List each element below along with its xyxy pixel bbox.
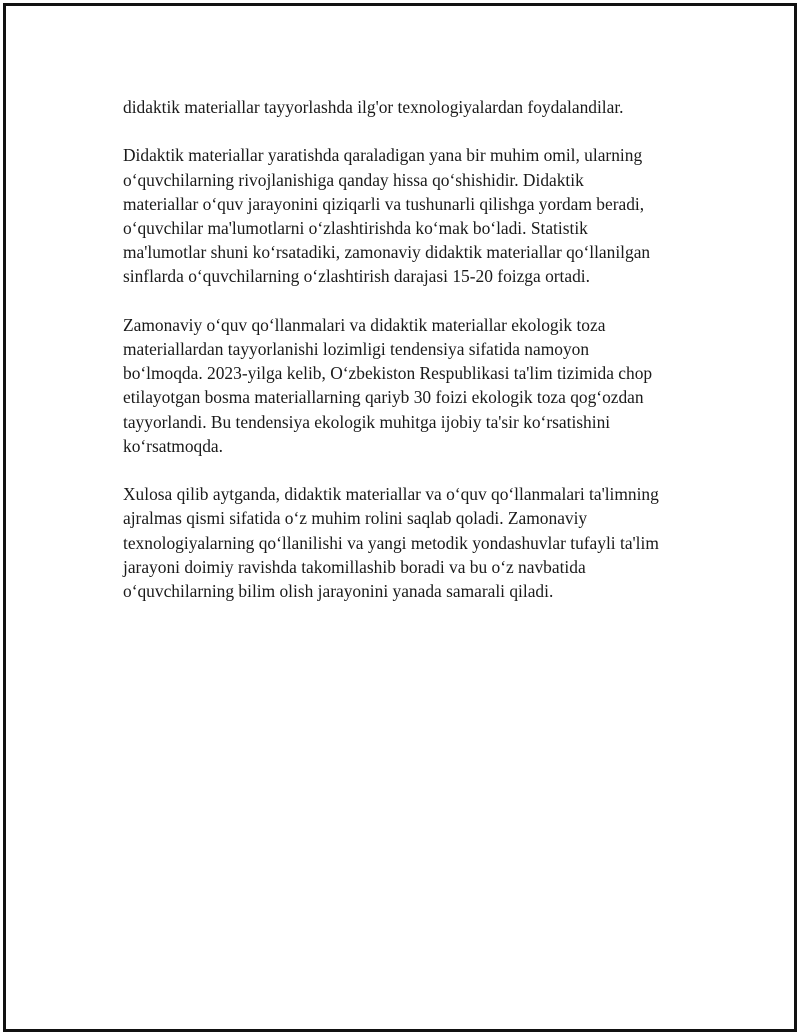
paragraph-3 <box>123 313 703 458</box>
paragraph-line: materiallardan tayyorlanishi lozimligi tendensiya sifatida namoyon <box>123 339 590 359</box>
paragraph-4 <box>123 482 703 603</box>
paragraph-line: Xulosa qilib aytganda, didaktik materiallar va o‘quv qo‘llanmalari ta'limning <box>123 484 659 505</box>
paragraph-line: etilayotgan bosma materiallarning qariyb 30 foizi ekologik toza qog‘ozdan <box>123 387 644 408</box>
paragraph-line: o‘quvchilarning rivojlanishiga qanday hissa qo‘shishidir. Didaktik <box>123 169 584 190</box>
paragraph-line: Didaktik materiallar yaratishda qaraladigan yana bir muhim omil, ularning <box>123 145 643 166</box>
paragraph-line: didaktik materiallar tayyorlashda ilg'or texnologiyalardan foydalandilar. <box>123 97 624 117</box>
paragraph-line: texnologiyalarning qo‘llanilishi va yangi metodik yondashuvlar tufayli ta'lim <box>123 532 659 553</box>
paragraph-line: jarayoni doimiy ravishda takomillashib boradi va bu o‘z navbatida <box>123 556 586 577</box>
paragraph-1 <box>123 95 703 119</box>
paragraph-line: Zamonaviy o‘quv qo‘llanmalari va didaktik materiallar ekologik toza <box>123 314 606 335</box>
paragraph-line: o‘quvchilar ma'lumotlarni o‘zlashtirishda ko‘mak bo‘ladi. Statistik <box>123 218 588 238</box>
page-border <box>3 3 797 1032</box>
paragraph-2 <box>123 143 703 288</box>
paragraph-line: sinflarda o‘quvchilarning o‘zlashtirish darajasi 15-20 foizga ortadi. <box>123 266 590 287</box>
paragraph-line: materiallar o‘quv jarayonini qiziqarli va tushunarli qilishga yordam beradi, <box>123 193 645 214</box>
paragraph-line: bo‘lmoqda. 2023-yilga kelib, O‘zbekiston Respublikasi ta'lim tizimida chop <box>123 363 653 384</box>
paragraph-line: ko‘rsatmoqda. <box>123 435 223 456</box>
document-body <box>123 95 703 603</box>
paragraph-line: tayyorlandi. Bu tendensiya ekologik muhitga ijobiy ta'sir ko‘rsatishini <box>123 411 611 432</box>
paragraph-line: ma'lumotlar shuni ko‘rsatadiki, zamonaviy didaktik materiallar qo‘llanilgan <box>123 242 651 263</box>
paragraph-line: o‘quvchilarning bilim olish jarayonini yanada samarali qiladi. <box>123 581 554 602</box>
paragraph-line: ajralmas qismi sifatida o‘z muhim rolini saqlab qoladi. Zamonaviy <box>123 508 588 529</box>
